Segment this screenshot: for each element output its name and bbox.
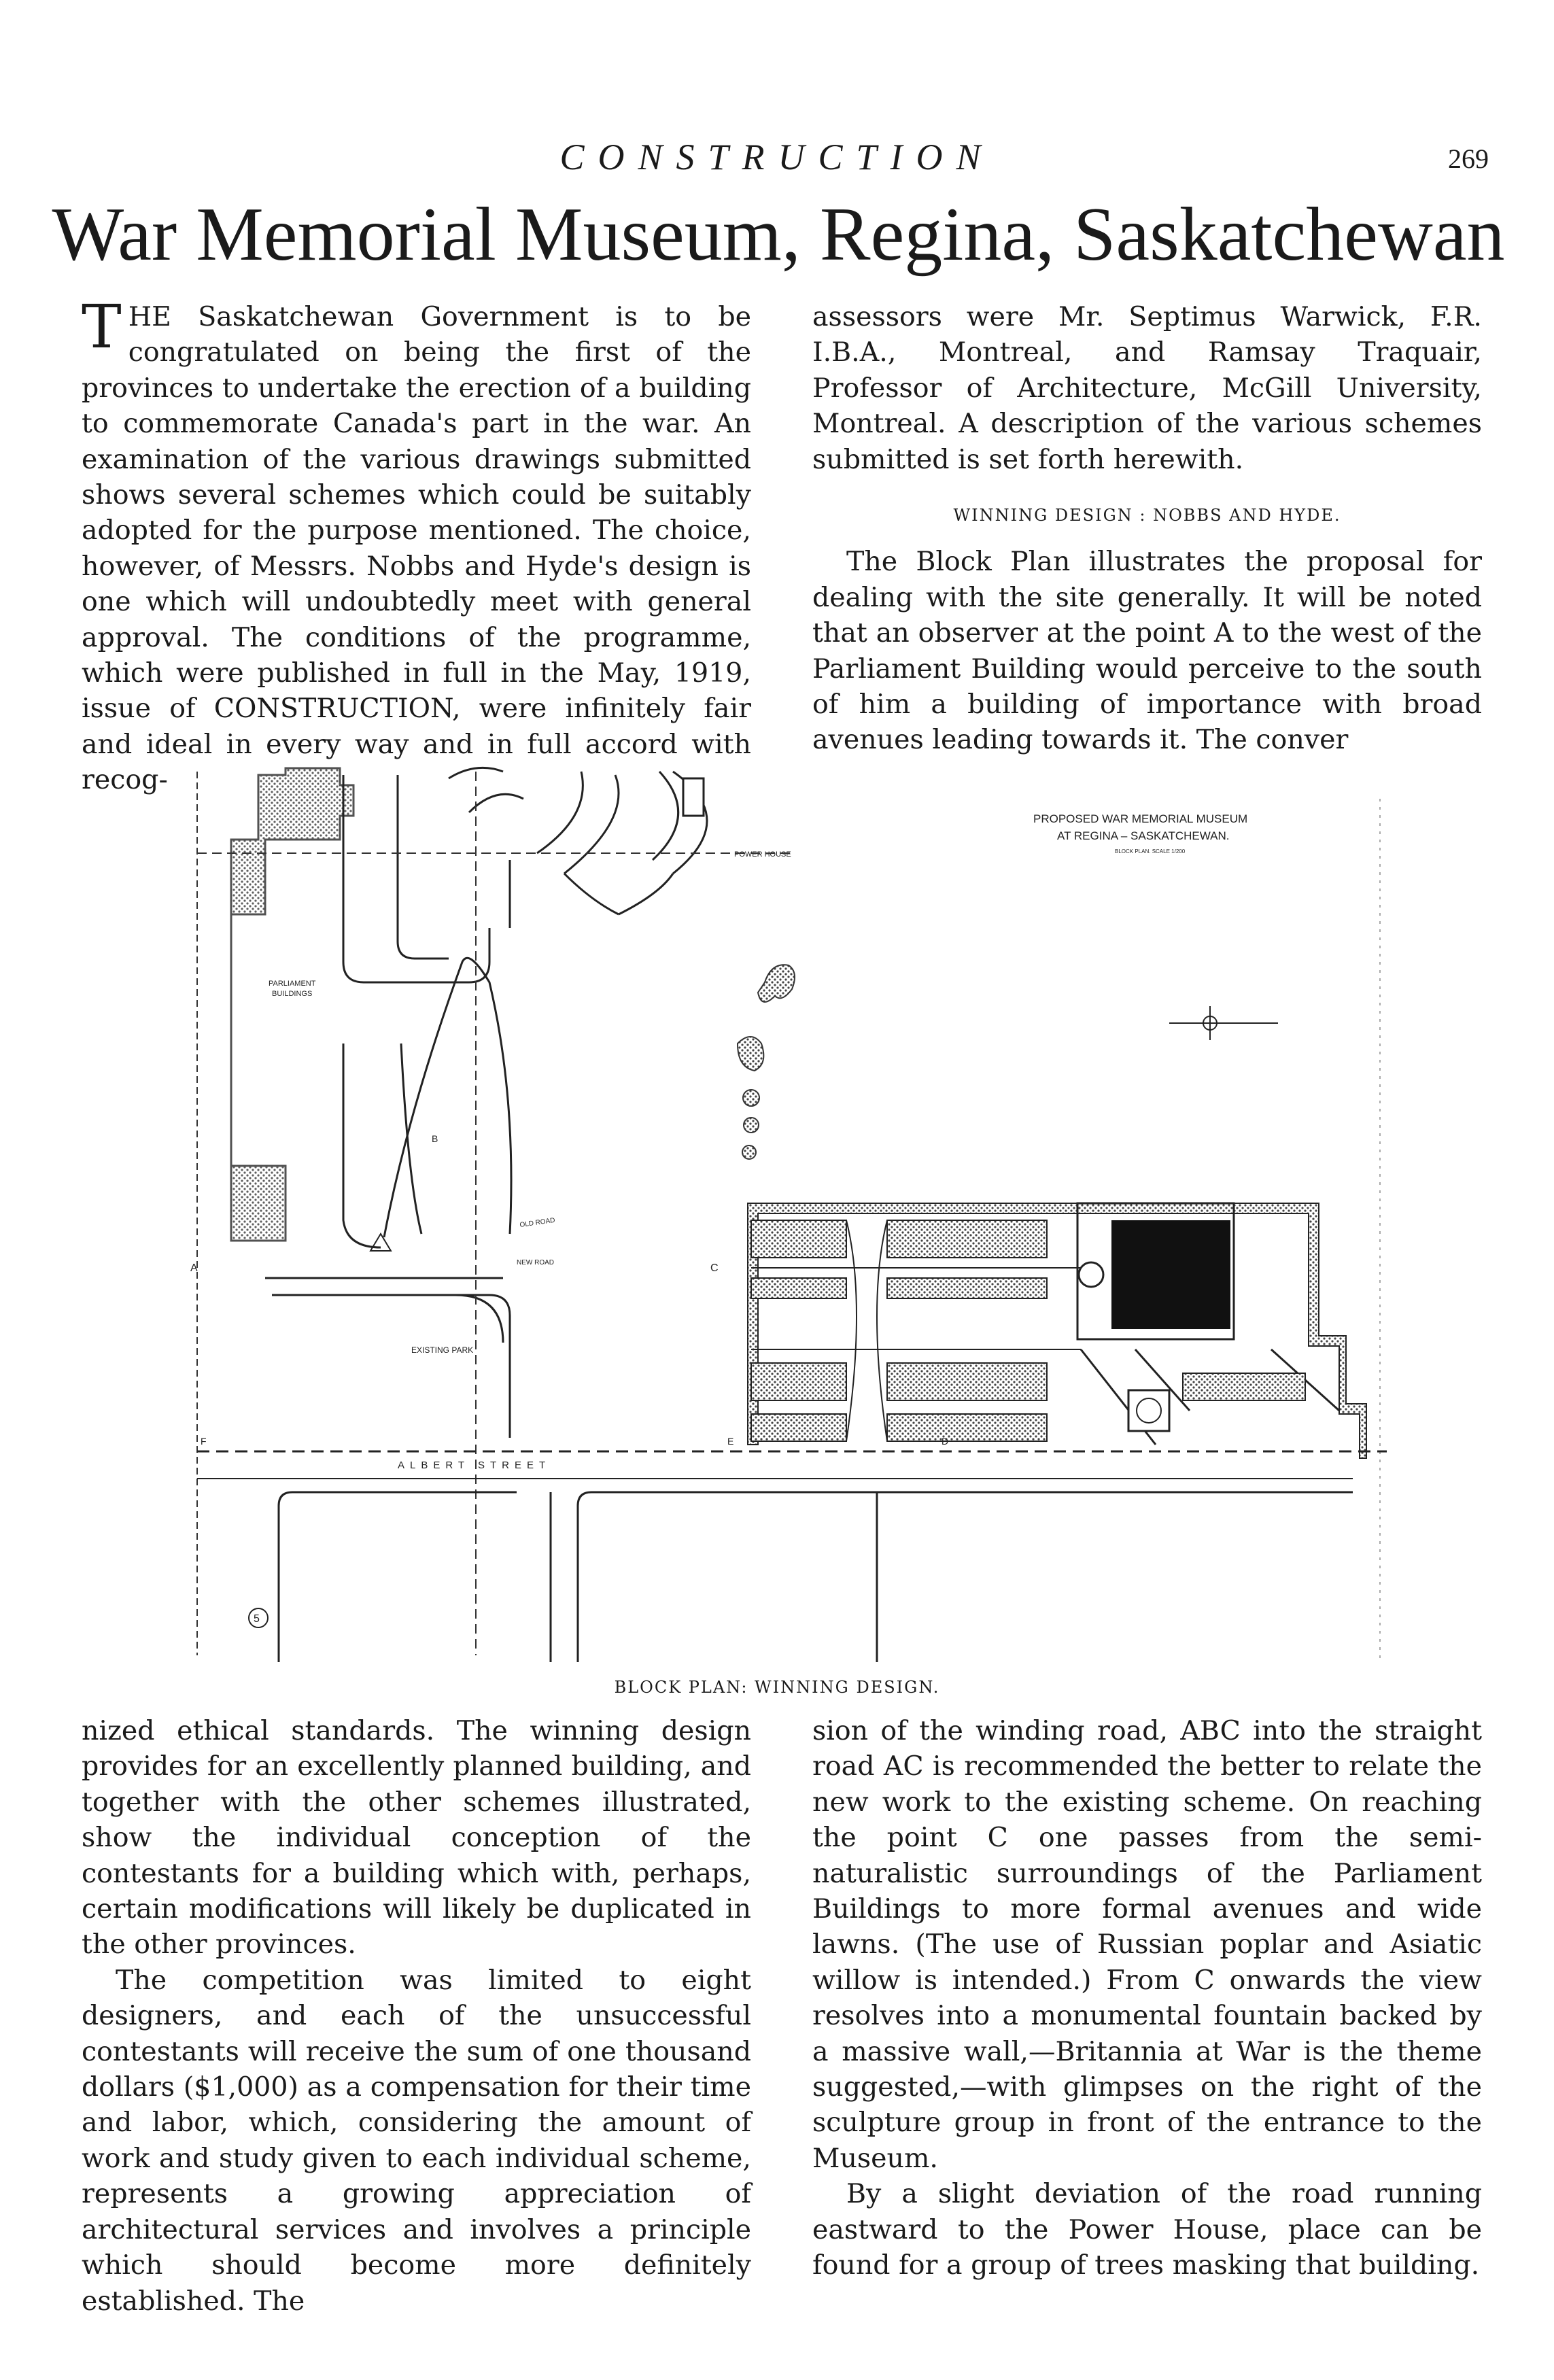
ethical-standards-paragraph: nized ethical standards. The winning design provides for an excellently planned building, and together with the other schemes illustrated, show the individual conception of the contestants for a building which with, perhaps, certain modifications will likely be duplicated in the other provinces.	[82, 1715, 751, 1961]
svg-text:POWER HOUSE: POWER HOUSE	[734, 850, 791, 859]
intro-column	[82, 292, 751, 798]
figure-caption: BLOCK PLAN: WINNING DESIGN.	[614, 1678, 940, 1697]
svg-text:OLD ROAD: OLD ROAD	[519, 1216, 556, 1229]
intro-text: HE Saskatchewan Government is to be congratulated on being the first of the provinces to undertake the erection of a building to commemorate Canada's part in the war. An examination of the various drawings submitted shows several schemes which could be suitably adopted for the purpose mentioned. The choice, however, of Messrs. Nobbs and Hyde's design is one which will undoubtedly meet with general approval. The conditions of the programme, which were published in full in the May, 1919, issue of CONSTRUCTION, were infinitely fair and ideal in every way and in full accord with recog-	[82, 301, 751, 796]
power-house-paragraph: By a slight deviation of the road running eastward to the Power House, place can be found for a group of trees masking that building.	[812, 2178, 1482, 2281]
svg-text:NEW ROAD: NEW ROAD	[517, 1259, 554, 1266]
label-e: E	[727, 1436, 734, 1447]
existing-park-label: EXISTING PARK	[411, 1345, 474, 1355]
power-house	[683, 778, 704, 816]
road-conversion-paragraph: sion of the winding road, ABC into the straight road AC is recommended the better to relate the new work to the existing scheme. On reaching the point C one passes from the semi-naturalistic surroundings of the Parliament Buildings to more formal avenues and wide lawns. (The use of Russian poplar and Asiatic willow is intended.) From C onwards the view resolves into a monumental fountain backed by a massive wall,—Britannia at War is the theme suggested,—with glimpses on the right of the sculpture group in front of the entrance to the Museum.	[812, 1715, 1482, 2174]
running-header: CONSTRUCTION	[559, 137, 995, 177]
svg-text:BUILDINGS: BUILDINGS	[272, 990, 313, 998]
right-bottom-column	[812, 1713, 1482, 2283]
svg-text:5: 5	[254, 1613, 260, 1625]
right-top-column	[812, 299, 1482, 758]
museum-building	[1111, 1220, 1230, 1329]
article-title: War Memorial Museum, Regina, Saskatchewan	[52, 192, 1505, 277]
plan-title-line-1: PROPOSED WAR MEMORIAL MUSEUM	[1033, 812, 1248, 825]
label-a: A	[190, 1262, 198, 1274]
albert-street-label: ALBERT STREET	[398, 1460, 551, 1471]
label-d: D	[942, 1436, 949, 1447]
plan-title-line-2: AT REGINA – SASKATCHEWAN.	[1057, 829, 1230, 842]
competition-paragraph: The competition was limited to eight designers, and each of the unsuccessful contestants will receive the sum of one thousand dollars ($1,000) as a compensation for their time and labor, which, considering the amount of work and study given to each individual scheme, represents a growing appreciation of architectural services and involves a principle which should become more definitely established. The	[82, 1964, 751, 2317]
page-number: 269	[1448, 143, 1489, 174]
label-b: B	[432, 1133, 438, 1144]
assessors-paragraph: assessors were Mr. Septimus Warwick, F.R. I.B.A., Montreal, and Ramsay Traquair, Professor of Architecture, McGill University, Montreal. A description of the various schemes submitted is set forth herewith.	[812, 301, 1482, 475]
block-plan-figure	[184, 758, 1387, 1669]
label-c: C	[710, 1262, 719, 1274]
intro-paragraph	[82, 292, 751, 798]
block-plan-paragraph: The Block Plan illustrates the proposal for dealing with the site generally. It will be noted that an observer at the point A to the west of the Parliament Building would perceive to the south of him a building of importance with broad avenues leading towards it. The conver	[812, 546, 1482, 756]
drop-cap: T	[82, 292, 122, 362]
left-bottom-column	[82, 1713, 751, 2319]
plan-subtitle: BLOCK PLAN. SCALE 1/200	[1115, 848, 1186, 855]
parliament-label: PARLIAMENT	[269, 980, 316, 988]
label-f: F	[201, 1436, 207, 1447]
section-subheading: WINNING DESIGN : NOBBS AND HYDE.	[953, 506, 1341, 525]
parliament-building-outline	[231, 768, 353, 1241]
